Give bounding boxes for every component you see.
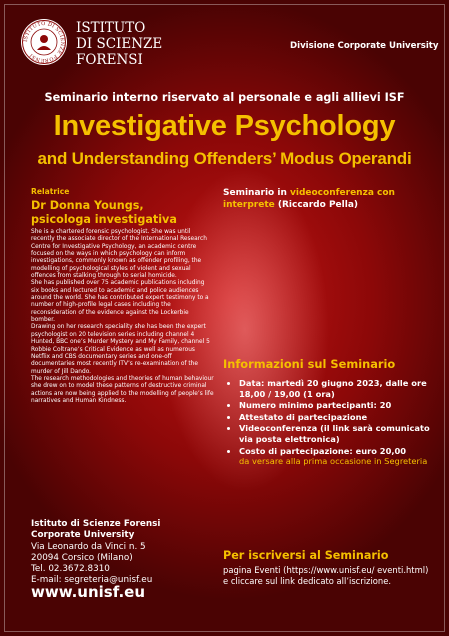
contact-org-sub: Corporate University [31, 530, 135, 541]
event-title: Investigative Psychology [53, 110, 396, 142]
institute-name-line: ISTITUTO [76, 20, 146, 36]
contact-address: Via Leonardo da Vinci n. 5 [31, 541, 146, 552]
info-item-text: Attestato di partecipazione [239, 411, 368, 422]
contact-phone[interactable]: Tel. 02.3672.8310 [31, 564, 110, 575]
info-item [239, 378, 433, 399]
info-item-note: da versare alla prima occasione in Segreteria [239, 456, 428, 467]
info-item-text: Videoconferenza (il link sarà comunicato via posta elettronica) [239, 423, 430, 444]
institute-seal-logo [20, 18, 68, 66]
institute-name [76, 20, 162, 68]
info-item-text: Numero minimo partecipanti: 20 [239, 400, 392, 411]
speaker-name [31, 199, 214, 227]
registration-text[interactable]: pagina Eventi (https://www.unisf.eu/ eventi.html) e cliccare sul link dedicato all’iscrizione. [223, 565, 429, 586]
info-item [239, 412, 433, 423]
event-title-secondary: and Understanding Offenders’ Modus Operandi [37, 149, 412, 168]
webinar-note [223, 187, 423, 211]
bio-paragraph: The research methodologies and theories of human behaviour she drew on to model these patterns of destructive criminal actions are now being applied to the modelling of people’s life narratives and Human Kindness. [31, 375, 214, 404]
speaker-bio [31, 229, 214, 405]
info-item [239, 423, 433, 444]
info-item-text: Data: martedì 20 giugno 2023, dalle ore 18,00 / 19,00 (1 ora) [239, 378, 427, 399]
info-list [223, 378, 433, 467]
seminar-info [223, 357, 433, 468]
registration-title: Per iscriversi al Seminario [223, 549, 389, 562]
speaker-section [31, 187, 214, 405]
contact-block [31, 519, 160, 587]
webinar-text: Seminario in [223, 188, 290, 198]
speaker-role: Relatrice [31, 187, 70, 196]
svg-text:ISTITUTO DI SCIENZE FORENSI: ISTITUTO DI SCIENZE FORENSI [22, 20, 66, 64]
speaker-title-line: psicologa investigativa [31, 213, 177, 226]
bio-paragraph: She has published over 75 academic publications including six books and lectured to academic and police audiences around the world. She has contributed expert testimony to a number of high-profile legal cases including the reconsideration of the evidence against the Lockerbie bomber. [31, 280, 209, 324]
registration-section [223, 549, 433, 587]
bio-paragraph: She is a chartered forensic psychologist. She was until recently the associate director of the International Research Centre for Investigative Psychology, an academic centre focused on the ways in which psychology can inform investigations, commonly known as offender profiling, the modelling of psychological styles of violent and sexual offences from stalking through to serial homicide. [31, 229, 207, 280]
info-item [239, 446, 433, 467]
speaker-name-line: Dr Donna Youngs, [31, 199, 144, 212]
interpreter-name: (Riccardo Pella) [277, 200, 359, 210]
webinar-highlight: videoconferenza con [290, 188, 395, 198]
info-title: Informazioni sul Seminario [223, 357, 396, 371]
contact-email[interactable]: E-mail: segreteria@unisf.eu [31, 575, 153, 586]
website-link[interactable]: www.unisf.eu [31, 583, 145, 601]
contact-org: Istituto di Scienze Forensi [31, 519, 161, 529]
division-label: Divisione Corporate University [290, 41, 439, 51]
info-item-text: Costo di partecipazione: euro 20,00 [239, 445, 407, 456]
institute-name-line: DI SCIENZE [76, 36, 163, 52]
contact-city: 20094 Corsico (Milano) [31, 552, 133, 563]
bio-paragraph: Drawing on her research speciality she has been the expert psychologist on 20 television series including channel 4 Hunted, BBC one’s Murder Mystery and My Family, channel 5 Robbie Coltrane’s Critical Evidence as well as numerous Netflix and CBS documentary series and one-off documentaries most recently ITV’s re-examination of the murder of Jill Dando. [31, 324, 210, 375]
info-item [239, 400, 433, 411]
event-subtitle: Seminario interno riservato al personale e agli allievi ISF [44, 91, 405, 104]
webinar-highlight: interprete [223, 200, 278, 210]
institute-name-line: FORENSI [76, 52, 143, 68]
